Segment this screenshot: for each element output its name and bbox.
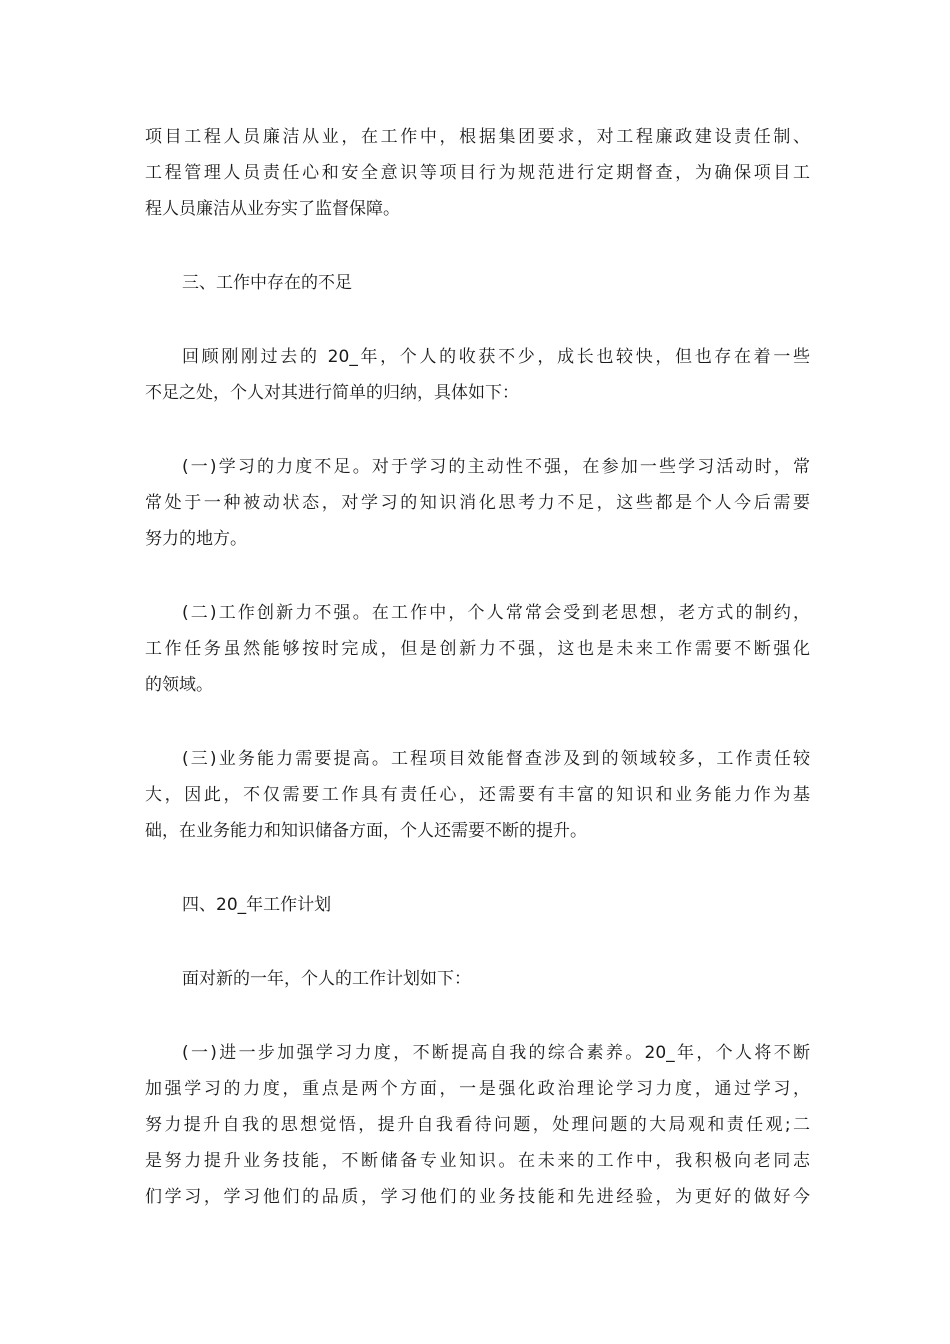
text-line: 努力提升自我的思想觉悟，提升自我看待问题，处理问题的大局观和责任观;二 <box>145 1115 810 1135</box>
text-line: 的领域。 <box>145 675 213 695</box>
text-line: 础，在业务能力和知识储备方面，个人还需要不断的提升。 <box>145 821 587 841</box>
paragraph-innovation-weak <box>145 595 810 703</box>
paragraph-plan-intro <box>145 961 810 997</box>
text-line: 常处于一种被动状态，对学习的知识消化思考力不足，这些都是个人今后需要 <box>145 493 810 513</box>
section-heading-shortcomings: 三、工作中存在的不足 <box>182 273 352 293</box>
text-line: 不足之处，个人对其进行简单的归纳，具体如下： <box>145 383 519 403</box>
text-line: 项目工程人员廉洁从业，在工作中，根据集团要求，对工程廉政建设责任制、 <box>145 127 810 147</box>
paragraph-integrity-supervision <box>145 119 810 227</box>
paragraph-strengthen-learning <box>145 1035 810 1215</box>
text-line: 努力的地方。 <box>145 529 247 549</box>
text-line: (三)业务能力需要提高。工程项目效能督查涉及到的领域较多，工作责任较 <box>182 749 810 769</box>
document-body <box>145 119 810 1253</box>
text-line: (一)学习的力度不足。对于学习的主动性不强，在参加一些学习活动时，常 <box>182 457 810 477</box>
text-line: 是努力提升业务技能，不断储备专业知识。在未来的工作中，我积极向老同志 <box>145 1151 810 1171</box>
text-line: 加强学习的力度，重点是两个方面，一是强化政治理论学习力度，通过学习， <box>145 1079 810 1099</box>
text-line: 面对新的一年，个人的工作计划如下： <box>182 969 471 989</box>
text-line: 工程管理人员责任心和安全意识等项目行为规范进行定期督查，为确保项目工 <box>145 163 810 183</box>
text-line: 大，因此，不仅需要工作具有责任心，还需要有丰富的知识和业务能力作为基 <box>145 785 810 805</box>
text-line: 工作任务虽然能够按时完成，但是创新力不强，这也是未来工作需要不断强化 <box>145 639 810 659</box>
text-line: 程人员廉洁从业夯实了监督保障。 <box>145 199 400 219</box>
text-line: (二)工作创新力不强。在工作中，个人常常会受到老思想，老方式的制约， <box>182 603 810 623</box>
paragraph-review-intro <box>145 339 810 411</box>
text-line: (一)进一步加强学习力度，不断提高自我的综合素养。20_年，个人将不断 <box>182 1043 810 1063</box>
text-line: 回顾刚刚过去的 20_年，个人的收获不少，成长也较快，但也存在着一些 <box>182 347 810 367</box>
text-line: 们学习，学习他们的品质，学习他们的业务技能和先进经验，为更好的做好今 <box>145 1187 810 1207</box>
section-heading-work-plan: 四、20_年工作计划 <box>182 895 332 915</box>
paragraph-learning-insufficient <box>145 449 810 557</box>
paragraph-business-ability <box>145 741 810 849</box>
